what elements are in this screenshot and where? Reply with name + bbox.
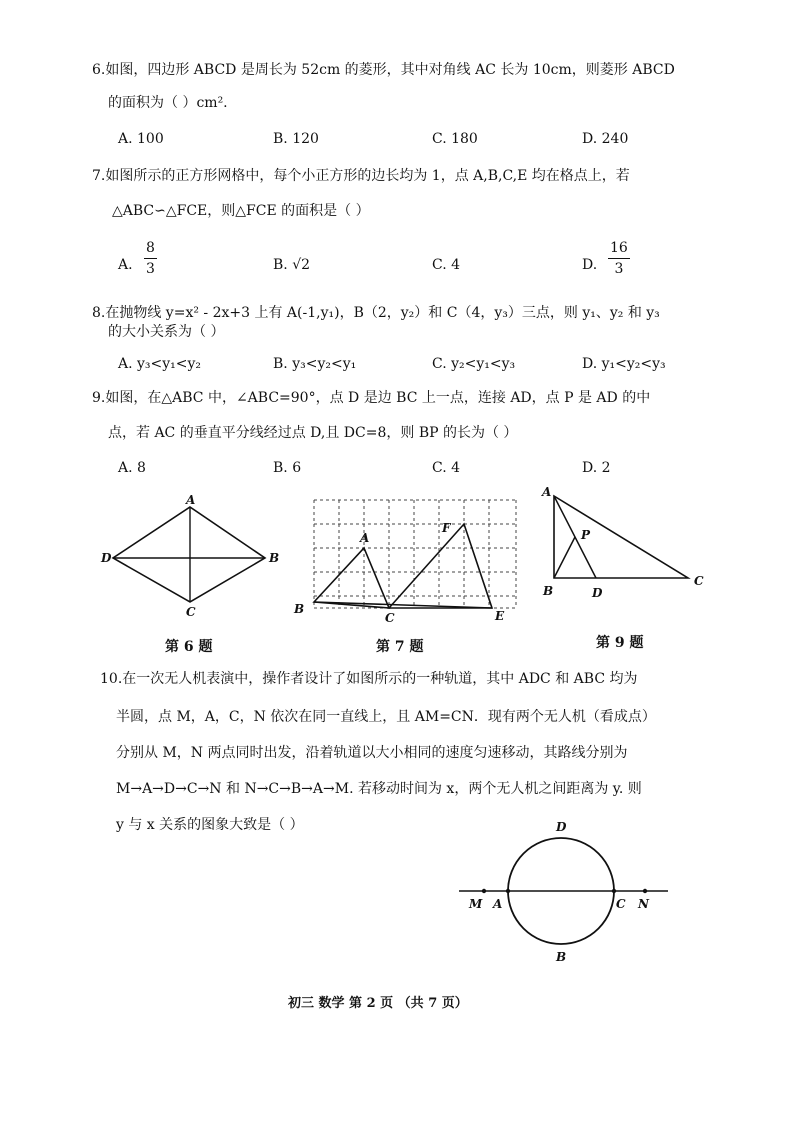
fig10-label-c: C — [616, 897, 626, 911]
fig9-label-b: B — [543, 584, 554, 598]
rhombus-outline — [113, 507, 265, 602]
q8-option-b: B. y₃<y₂<y₁ — [273, 356, 357, 372]
point-m — [482, 889, 486, 893]
figure-9-caption: 第 9 题 — [596, 635, 644, 651]
q7-option-a-label: A. — [118, 257, 133, 273]
figure-6-rhombus — [95, 495, 295, 625]
q7-line2: △ABC∽△FCE，则△FCE 的面积是（ ） — [112, 203, 370, 219]
fig10-label-d: D — [556, 820, 567, 834]
q10-line3: 分别从 M，N 两点同时出发，沿着轨道以大小相同的速度匀速移动，其路线分别为 — [116, 745, 628, 761]
point-c — [612, 889, 616, 893]
q7-option-c: C. 4 — [432, 257, 461, 273]
q7-option-d-fraction — [608, 238, 630, 279]
base-line-be — [314, 602, 492, 608]
figure-7-caption: 第 7 题 — [376, 639, 424, 655]
q9-line2: 点，若 AC 的垂直平分线经过点 D,且 DC=8，则 BP 的长为（ ） — [108, 425, 518, 441]
figure-10-track — [455, 815, 675, 970]
fig6-label-b: B — [269, 551, 280, 565]
triangle-abc — [554, 496, 688, 578]
q8-line1: 8.在抛物线 y=x² - 2x+3 上有 A(-1,y₁)，B（2，y₂）和 C（4，y₃）三点，则 y₁、y₂ 和 y₃ — [92, 305, 660, 321]
q7-option-a-numerator: 8 — [144, 238, 157, 259]
q6-option-a: A. 100 — [118, 131, 164, 147]
fig6-label-a: A — [186, 493, 196, 507]
q10-line1: 10.在一次无人机表演中，操作者设计了如图所示的一种轨道，其中 ADC 和 ABC 均为 — [100, 671, 638, 687]
q6-option-b: B. 120 — [273, 131, 319, 147]
q9-option-d: D. 2 — [582, 460, 611, 476]
fig6-label-d: D — [101, 551, 112, 565]
q8-line2: 的大小关系为（ ） — [108, 324, 225, 340]
q7-option-d-numerator: 16 — [608, 238, 630, 259]
q6-option-c: C. 180 — [432, 131, 478, 147]
q7-option-a-denominator: 3 — [146, 261, 155, 277]
fig10-label-m: M — [469, 897, 483, 911]
fig9-label-a: A — [542, 485, 552, 499]
q9-option-b: B. 6 — [273, 460, 302, 476]
q7-line1: 7.如图所示的正方形网格中，每个小正方形的边长均为 1，点 A,B,C,E 均在格点上，若 — [92, 168, 630, 184]
figure-6-caption: 第 6 题 — [165, 639, 213, 655]
q7-option-b: B. √2 — [273, 257, 311, 273]
fig10-label-a: A — [493, 897, 503, 911]
q9-option-a: A. 8 — [118, 460, 146, 476]
q8-option-c: C. y₂<y₁<y₃ — [432, 356, 516, 372]
q7-option-a-fraction — [144, 238, 157, 279]
fig9-label-p: P — [581, 528, 591, 542]
q10-line4: M→A→D→C→N 和 N→C→B→A→M. 若移动时间为 x，两个无人机之间距离为 y. 则 — [116, 781, 642, 797]
q6-line2: 的面积为（ ）cm². — [108, 95, 228, 111]
fig6-label-c: C — [186, 605, 196, 619]
fig10-label-b: B — [556, 950, 567, 964]
figure-7-grid — [290, 490, 525, 625]
fig10-label-n: N — [638, 897, 649, 911]
q7-option-d-label: D. — [582, 257, 598, 273]
fig7-label-c: C — [385, 611, 395, 625]
q8-option-a: A. y₃<y₁<y₂ — [118, 356, 202, 372]
q10-line5: y 与 x 关系的图象大致是（ ） — [116, 817, 304, 833]
fig9-label-d: D — [592, 586, 603, 600]
grid-lines — [314, 500, 516, 608]
fig7-label-f: F — [442, 521, 451, 535]
fig7-label-b: B — [294, 602, 305, 616]
q9-option-c: C. 4 — [432, 460, 461, 476]
fig9-label-c: C — [694, 574, 704, 588]
fig7-label-e: E — [495, 609, 505, 623]
figure-9-triangle — [540, 484, 720, 609]
q9-line1: 9.如图，在△ABC 中，∠ABC=90°，点 D 是边 BC 上一点，连接 AD，点 P 是 AD 的中 — [92, 390, 651, 406]
segment-bp — [554, 537, 575, 578]
triangle-fce — [389, 524, 492, 608]
q6-option-d: D. 240 — [582, 131, 629, 147]
point-n — [643, 889, 647, 893]
q8-option-d: D. y₁<y₂<y₃ — [582, 356, 666, 372]
q7-option-d-denominator: 3 — [614, 261, 624, 277]
point-a — [506, 889, 510, 893]
triangle-abc — [314, 548, 389, 608]
fig7-label-a: A — [360, 531, 370, 545]
q6-line1: 6.如图，四边形 ABCD 是周长为 52cm 的菱形，其中对角线 AC 长为 10cm，则菱形 ABCD — [92, 62, 675, 78]
q10-line2: 半圆，点 M，A，C，N 依次在同一直线上，且 AM=CN．现有两个无人机（看成点） — [116, 709, 656, 725]
page-footer: 初三 数学 第 2 页 （共 7 页） — [288, 996, 468, 1011]
